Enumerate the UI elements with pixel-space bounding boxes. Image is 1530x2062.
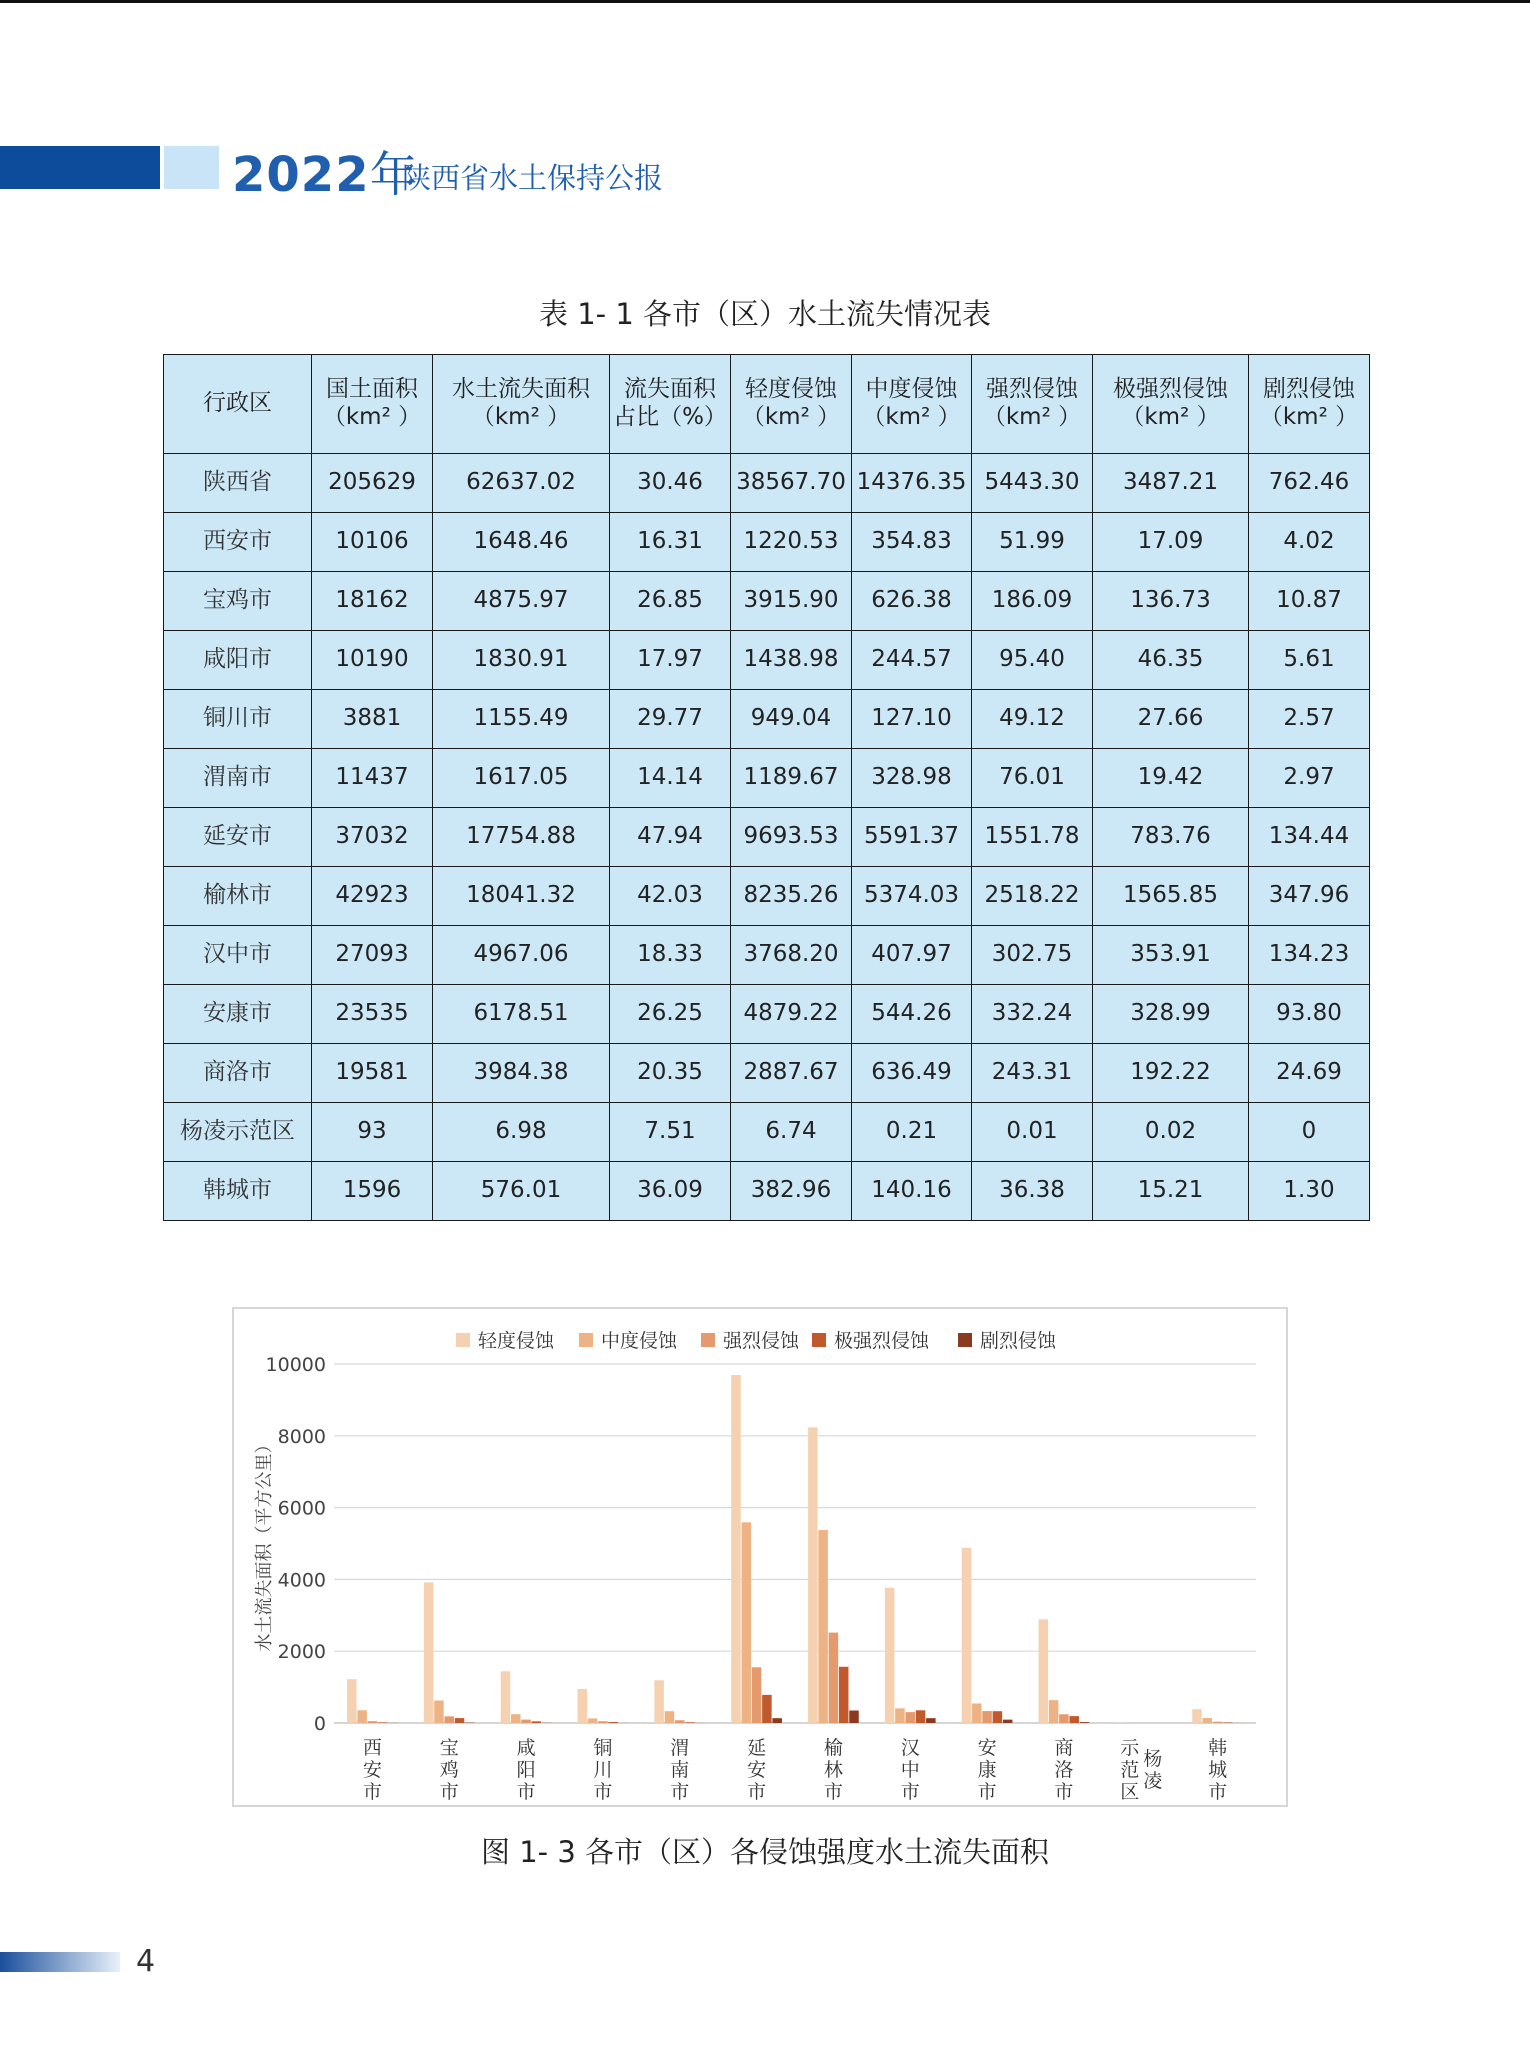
legend-label: 轻度侵蚀 bbox=[478, 1330, 555, 1352]
bar bbox=[1039, 1619, 1049, 1723]
bar bbox=[916, 1710, 926, 1723]
header-unit: （km² ） bbox=[862, 404, 961, 430]
x-category-label: 杨 bbox=[1143, 1748, 1163, 1770]
x-category-label: 市 bbox=[593, 1781, 613, 1803]
x-category-label: 渭 bbox=[670, 1737, 690, 1759]
value-cell: 38567.70 bbox=[731, 454, 852, 513]
x-category-label: 安 bbox=[362, 1759, 382, 1781]
value-cell: 1.30 bbox=[1249, 1162, 1370, 1221]
value-cell: 10106 bbox=[312, 513, 433, 572]
bar bbox=[829, 1633, 839, 1723]
erosion-table bbox=[163, 354, 1370, 1221]
value-cell: 9693.53 bbox=[731, 808, 852, 867]
x-category-label: 鸡 bbox=[439, 1759, 459, 1781]
value-cell: 244.57 bbox=[852, 631, 972, 690]
y-tick-label: 4000 bbox=[277, 1569, 326, 1592]
table-row bbox=[164, 454, 1370, 513]
value-cell: 1438.98 bbox=[731, 631, 852, 690]
value-cell: 3881 bbox=[312, 690, 433, 749]
y-tick-label: 2000 bbox=[277, 1641, 326, 1664]
table-header-cell bbox=[1249, 355, 1370, 454]
value-cell: 18162 bbox=[312, 572, 433, 631]
value-cell: 16.31 bbox=[610, 513, 731, 572]
table-row bbox=[164, 985, 1370, 1044]
bar bbox=[1049, 1700, 1059, 1723]
bar bbox=[588, 1718, 598, 1723]
bar bbox=[895, 1708, 905, 1723]
bar bbox=[772, 1718, 782, 1723]
value-cell: 17.09 bbox=[1093, 513, 1249, 572]
value-cell: 36.09 bbox=[610, 1162, 731, 1221]
x-category-label: 韩 bbox=[1208, 1737, 1228, 1759]
x-category-label: 榆 bbox=[823, 1737, 843, 1759]
region-cell: 铜川市 bbox=[164, 690, 312, 749]
value-cell: 2.57 bbox=[1249, 690, 1370, 749]
value-cell: 3487.21 bbox=[1093, 454, 1249, 513]
value-cell: 27093 bbox=[312, 926, 433, 985]
y-axis-label: 水土流失面积（平方公里） bbox=[254, 1435, 275, 1652]
header-unit: （km² ） bbox=[322, 404, 422, 430]
x-category-label: 市 bbox=[439, 1781, 459, 1803]
bar bbox=[347, 1679, 357, 1723]
value-cell: 47.94 bbox=[610, 808, 731, 867]
table-header-cell bbox=[1093, 355, 1249, 454]
report-name: 陕西省水土保持公报 bbox=[402, 161, 664, 195]
x-category-label: 康 bbox=[977, 1759, 997, 1781]
x-category-label: 凌 bbox=[1143, 1770, 1163, 1792]
bar bbox=[532, 1721, 542, 1723]
value-cell: 4.02 bbox=[1249, 513, 1370, 572]
header-unit: （km² ） bbox=[1121, 404, 1220, 430]
legend-label: 强烈侵蚀 bbox=[723, 1330, 800, 1352]
figure-caption: 图 1- 3 各市（区）各侵蚀强度水土流失面积 bbox=[480, 1835, 1050, 1869]
value-cell: 6.98 bbox=[433, 1103, 610, 1162]
header-line: 极强烈侵蚀 bbox=[1113, 376, 1228, 403]
table-title: 表 1- 1 各市（区）水土流失情况表 bbox=[538, 297, 992, 331]
bar bbox=[368, 1721, 378, 1723]
value-cell: 354.83 bbox=[852, 513, 972, 572]
value-cell: 1565.85 bbox=[1093, 867, 1249, 926]
header-line: 轻度侵蚀 bbox=[745, 376, 837, 403]
region-cell: 杨凌示范区 bbox=[164, 1103, 312, 1162]
header-bar-light bbox=[164, 146, 219, 189]
value-cell: 10.87 bbox=[1249, 572, 1370, 631]
x-category-label: 市 bbox=[1208, 1781, 1228, 1803]
value-cell: 6178.51 bbox=[433, 985, 610, 1044]
bar bbox=[521, 1720, 531, 1723]
table-row bbox=[164, 631, 1370, 690]
bar bbox=[818, 1530, 828, 1723]
value-cell: 0.02 bbox=[1093, 1103, 1249, 1162]
x-category-label: 汉 bbox=[900, 1737, 920, 1759]
x-category-label: 铜 bbox=[593, 1737, 613, 1759]
table-row bbox=[164, 867, 1370, 926]
chart-frame bbox=[232, 1307, 1288, 1807]
value-cell: 62637.02 bbox=[433, 454, 610, 513]
bar bbox=[849, 1711, 859, 1723]
bar bbox=[501, 1671, 511, 1723]
x-category-label: 川 bbox=[593, 1759, 613, 1781]
table-header-cell bbox=[164, 355, 312, 454]
value-cell: 49.12 bbox=[972, 690, 1093, 749]
value-cell: 23535 bbox=[312, 985, 433, 1044]
value-cell: 42923 bbox=[312, 867, 433, 926]
header-line: 剧烈侵蚀 bbox=[1263, 376, 1355, 403]
y-tick-label: 8000 bbox=[277, 1425, 326, 1448]
x-category-label: 市 bbox=[823, 1781, 843, 1803]
region-cell: 延安市 bbox=[164, 808, 312, 867]
legend-swatch bbox=[701, 1333, 715, 1347]
header-unit: （km² ） bbox=[982, 404, 1082, 430]
x-category-label: 市 bbox=[977, 1781, 997, 1803]
x-category-label: 范 bbox=[1120, 1759, 1140, 1781]
legend-label: 中度侵蚀 bbox=[601, 1330, 678, 1352]
value-cell: 18041.32 bbox=[433, 867, 610, 926]
bar bbox=[1080, 1722, 1090, 1723]
value-cell: 2518.22 bbox=[972, 867, 1093, 926]
y-tick-label: 6000 bbox=[277, 1497, 326, 1520]
header-line: 行政区 bbox=[203, 390, 272, 417]
value-cell: 2.97 bbox=[1249, 749, 1370, 808]
value-cell: 93 bbox=[312, 1103, 433, 1162]
bar bbox=[962, 1548, 972, 1723]
value-cell: 134.44 bbox=[1249, 808, 1370, 867]
table-row bbox=[164, 572, 1370, 631]
value-cell: 19581 bbox=[312, 1044, 433, 1103]
value-cell: 17754.88 bbox=[433, 808, 610, 867]
bar bbox=[742, 1522, 752, 1723]
value-cell: 4875.97 bbox=[433, 572, 610, 631]
value-cell: 140.16 bbox=[852, 1162, 972, 1221]
value-cell: 205629 bbox=[312, 454, 433, 513]
bar bbox=[1203, 1718, 1213, 1723]
x-category-label: 城 bbox=[1208, 1759, 1228, 1781]
bar bbox=[993, 1711, 1003, 1723]
table-header-cell bbox=[312, 355, 433, 454]
x-category-label: 林 bbox=[823, 1759, 843, 1781]
bar bbox=[972, 1703, 982, 1723]
bar bbox=[608, 1722, 618, 1723]
value-cell: 27.66 bbox=[1093, 690, 1249, 749]
value-cell: 783.76 bbox=[1093, 808, 1249, 867]
value-cell: 576.01 bbox=[433, 1162, 610, 1221]
table-header-cell bbox=[972, 355, 1093, 454]
legend-swatch bbox=[958, 1333, 972, 1347]
x-category-label: 示 bbox=[1120, 1737, 1140, 1759]
value-cell: 1155.49 bbox=[433, 690, 610, 749]
value-cell: 95.40 bbox=[972, 631, 1093, 690]
legend-swatch bbox=[579, 1333, 593, 1347]
top-rule bbox=[0, 0, 1530, 3]
value-cell: 24.69 bbox=[1249, 1044, 1370, 1103]
x-category-label: 市 bbox=[516, 1781, 536, 1803]
value-cell: 1648.46 bbox=[433, 513, 610, 572]
value-cell: 10190 bbox=[312, 631, 433, 690]
value-cell: 1617.05 bbox=[433, 749, 610, 808]
header-unit: （km² ） bbox=[471, 404, 571, 430]
value-cell: 302.75 bbox=[972, 926, 1093, 985]
value-cell: 4967.06 bbox=[433, 926, 610, 985]
region-cell: 安康市 bbox=[164, 985, 312, 1044]
x-category-label: 市 bbox=[670, 1781, 690, 1803]
bar bbox=[982, 1711, 992, 1723]
header-line: 中度侵蚀 bbox=[865, 376, 958, 403]
value-cell: 347.96 bbox=[1249, 867, 1370, 926]
y-tick-label: 10000 bbox=[265, 1354, 326, 1376]
value-cell: 26.25 bbox=[610, 985, 731, 1044]
legend-label: 极强烈侵蚀 bbox=[834, 1330, 930, 1352]
value-cell: 6.74 bbox=[731, 1103, 852, 1162]
region-cell: 咸阳市 bbox=[164, 631, 312, 690]
header-line: 国土面积 bbox=[326, 376, 418, 403]
value-cell: 2887.67 bbox=[731, 1044, 852, 1103]
table-row bbox=[164, 749, 1370, 808]
value-cell: 636.49 bbox=[852, 1044, 972, 1103]
x-category-label: 延 bbox=[747, 1737, 767, 1759]
bar bbox=[598, 1721, 608, 1723]
table-row bbox=[164, 513, 1370, 572]
value-cell: 192.22 bbox=[1093, 1044, 1249, 1103]
value-cell: 29.77 bbox=[610, 690, 731, 749]
value-cell: 186.09 bbox=[972, 572, 1093, 631]
region-cell: 渭南市 bbox=[164, 749, 312, 808]
x-category-label: 西 bbox=[362, 1737, 382, 1759]
value-cell: 51.99 bbox=[972, 513, 1093, 572]
region-cell: 韩城市 bbox=[164, 1162, 312, 1221]
header-unit: 占比（%） bbox=[613, 404, 727, 430]
legend-label: 剧烈侵蚀 bbox=[980, 1330, 1057, 1352]
table-header-row bbox=[164, 355, 1370, 454]
x-category-label: 咸 bbox=[516, 1737, 536, 1759]
bar bbox=[685, 1722, 695, 1723]
region-cell: 陕西省 bbox=[164, 454, 312, 513]
bar bbox=[424, 1582, 434, 1723]
table-header-cell bbox=[852, 355, 972, 454]
bar bbox=[752, 1667, 762, 1723]
y-tick-label: 0 bbox=[313, 1713, 326, 1735]
value-cell: 5591.37 bbox=[852, 808, 972, 867]
value-cell: 1551.78 bbox=[972, 808, 1093, 867]
bar bbox=[1223, 1722, 1233, 1723]
value-cell: 1830.91 bbox=[433, 631, 610, 690]
value-cell: 3915.90 bbox=[731, 572, 852, 631]
bar bbox=[675, 1720, 685, 1723]
x-category-label: 区 bbox=[1120, 1781, 1140, 1803]
bar bbox=[808, 1427, 818, 1723]
value-cell: 18.33 bbox=[610, 926, 731, 985]
erosion-bar-chart bbox=[234, 1309, 1286, 1805]
x-category-label: 洛 bbox=[1054, 1759, 1074, 1781]
value-cell: 353.91 bbox=[1093, 926, 1249, 985]
value-cell: 37032 bbox=[312, 808, 433, 867]
value-cell: 243.31 bbox=[972, 1044, 1093, 1103]
value-cell: 8235.26 bbox=[731, 867, 852, 926]
x-category-label: 安 bbox=[977, 1737, 997, 1759]
value-cell: 3768.20 bbox=[731, 926, 852, 985]
value-cell: 7.51 bbox=[610, 1103, 731, 1162]
value-cell: 762.46 bbox=[1249, 454, 1370, 513]
bar bbox=[926, 1718, 936, 1723]
value-cell: 20.35 bbox=[610, 1044, 731, 1103]
header-bar-dark bbox=[0, 146, 160, 189]
header-line: 强烈侵蚀 bbox=[986, 376, 1078, 403]
table-row bbox=[164, 1162, 1370, 1221]
page-number: 4 bbox=[136, 1944, 156, 1979]
region-cell: 商洛市 bbox=[164, 1044, 312, 1103]
bar bbox=[1213, 1722, 1223, 1723]
bar bbox=[762, 1695, 772, 1723]
value-cell: 1189.67 bbox=[731, 749, 852, 808]
value-cell: 14.14 bbox=[610, 749, 731, 808]
value-cell: 5.61 bbox=[1249, 631, 1370, 690]
value-cell: 15.21 bbox=[1093, 1162, 1249, 1221]
header-unit: （km² ） bbox=[1259, 404, 1359, 430]
value-cell: 17.97 bbox=[610, 631, 731, 690]
header-line: 水土流失面积 bbox=[452, 376, 590, 403]
x-category-label: 宝 bbox=[439, 1737, 459, 1759]
bar bbox=[378, 1722, 388, 1723]
value-cell: 36.38 bbox=[972, 1162, 1093, 1221]
value-cell: 93.80 bbox=[1249, 985, 1370, 1044]
table-row bbox=[164, 1044, 1370, 1103]
footer-bar bbox=[0, 1952, 120, 1972]
bar bbox=[906, 1712, 916, 1723]
legend-swatch bbox=[812, 1333, 826, 1347]
value-cell: 544.26 bbox=[852, 985, 972, 1044]
value-cell: 328.98 bbox=[852, 749, 972, 808]
bar bbox=[357, 1710, 367, 1723]
region-cell: 宝鸡市 bbox=[164, 572, 312, 631]
value-cell: 626.38 bbox=[852, 572, 972, 631]
table-header-cell bbox=[731, 355, 852, 454]
value-cell: 134.23 bbox=[1249, 926, 1370, 985]
value-cell: 46.35 bbox=[1093, 631, 1249, 690]
value-cell: 328.99 bbox=[1093, 985, 1249, 1044]
x-category-label: 市 bbox=[747, 1781, 767, 1803]
value-cell: 19.42 bbox=[1093, 749, 1249, 808]
header-unit: （km² ） bbox=[741, 404, 841, 430]
bar bbox=[511, 1714, 521, 1723]
value-cell: 3984.38 bbox=[433, 1044, 610, 1103]
table-header-cell bbox=[433, 355, 610, 454]
value-cell: 0 bbox=[1249, 1103, 1370, 1162]
value-cell: 127.10 bbox=[852, 690, 972, 749]
table-row bbox=[164, 926, 1370, 985]
value-cell: 30.46 bbox=[610, 454, 731, 513]
bar bbox=[1069, 1716, 1079, 1723]
table-header-cell bbox=[610, 355, 731, 454]
value-cell: 26.85 bbox=[610, 572, 731, 631]
bar bbox=[885, 1588, 895, 1723]
x-category-label: 市 bbox=[1054, 1781, 1074, 1803]
x-category-label: 安 bbox=[747, 1759, 767, 1781]
bar bbox=[1059, 1714, 1069, 1723]
value-cell: 14376.35 bbox=[852, 454, 972, 513]
value-cell: 0.21 bbox=[852, 1103, 972, 1162]
value-cell: 332.24 bbox=[972, 985, 1093, 1044]
bar bbox=[578, 1689, 588, 1723]
value-cell: 42.03 bbox=[610, 867, 731, 926]
table-row bbox=[164, 1103, 1370, 1162]
bar bbox=[1192, 1709, 1202, 1723]
value-cell: 949.04 bbox=[731, 690, 852, 749]
value-cell: 11437 bbox=[312, 749, 433, 808]
value-cell: 136.73 bbox=[1093, 572, 1249, 631]
region-cell: 榆林市 bbox=[164, 867, 312, 926]
bar bbox=[731, 1375, 741, 1723]
legend-swatch bbox=[456, 1333, 470, 1347]
value-cell: 76.01 bbox=[972, 749, 1093, 808]
region-cell: 西安市 bbox=[164, 513, 312, 572]
value-cell: 1596 bbox=[312, 1162, 433, 1221]
value-cell: 0.01 bbox=[972, 1103, 1093, 1162]
value-cell: 382.96 bbox=[731, 1162, 852, 1221]
value-cell: 1220.53 bbox=[731, 513, 852, 572]
x-category-label: 商 bbox=[1054, 1737, 1074, 1759]
x-category-label: 市 bbox=[900, 1781, 920, 1803]
value-cell: 4879.22 bbox=[731, 985, 852, 1044]
bar bbox=[654, 1680, 664, 1723]
value-cell: 5374.03 bbox=[852, 867, 972, 926]
bar bbox=[455, 1718, 465, 1723]
bar bbox=[665, 1711, 675, 1723]
value-cell: 5443.30 bbox=[972, 454, 1093, 513]
report-year: 2022年 bbox=[232, 147, 419, 203]
x-category-label: 市 bbox=[362, 1781, 382, 1803]
bar bbox=[839, 1667, 849, 1723]
bar bbox=[1003, 1720, 1013, 1723]
x-category-label: 阳 bbox=[516, 1759, 536, 1781]
header-line: 流失面积 bbox=[624, 376, 716, 403]
x-category-label: 南 bbox=[670, 1759, 690, 1781]
table-row bbox=[164, 690, 1370, 749]
value-cell: 407.97 bbox=[852, 926, 972, 985]
x-category-label: 中 bbox=[900, 1759, 920, 1781]
region-cell: 汉中市 bbox=[164, 926, 312, 985]
bar bbox=[445, 1716, 455, 1723]
table-row bbox=[164, 808, 1370, 867]
bar bbox=[434, 1701, 444, 1723]
